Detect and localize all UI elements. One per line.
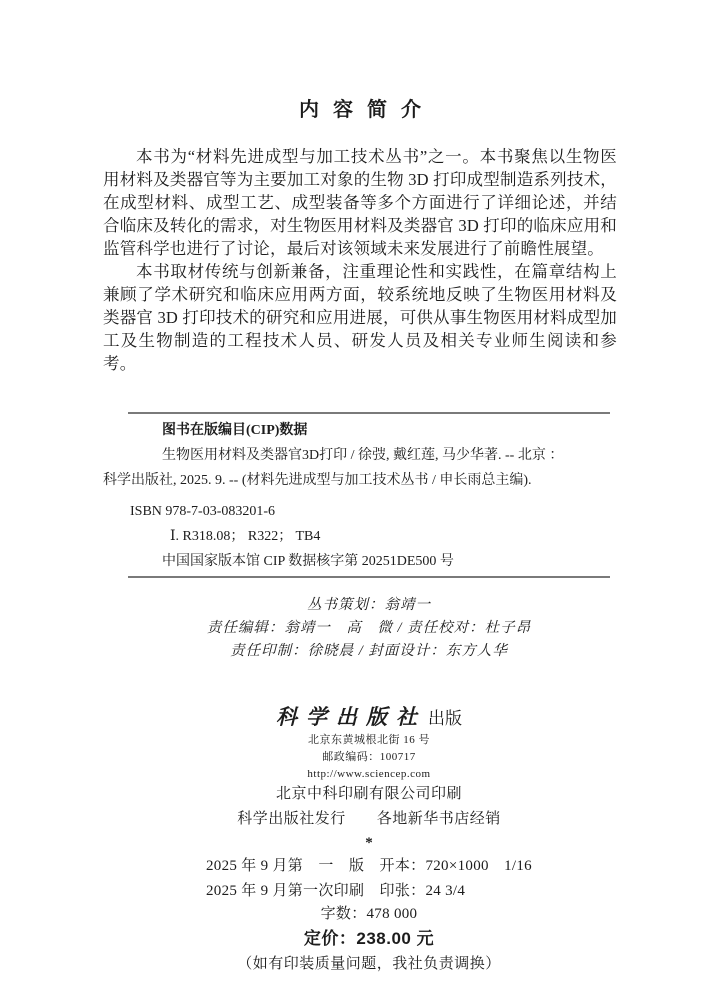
colophon <box>112 705 626 975</box>
publisher-suffix: 出版 <box>428 709 462 728</box>
series-planner-credit: 丛书策划：翁靖一 <box>307 597 431 613</box>
printing-cover-credit: 责任印制：徐晓晨 / 封面设计：东方人华 <box>230 643 508 659</box>
isbn-number: ISBN 978-7-03-083201-6 <box>130 504 276 519</box>
cip-data-block <box>103 418 617 574</box>
cip-record-number: 中国国家版本馆 CIP 数据核字第 20251DE500 号 <box>162 554 454 569</box>
intro-paragraph-1: 本书为“材料先进成型与加工技术丛书”之一。本书聚焦以生物医用材料及类器官等为主要加工对象的生物 3D 打印成型制造系列技术，在成型材料、成型工艺、成型装备等多个方面进行了详细论述，并结合临床及转化的需求，对生物医用材料及类器官 3D 打印的临床应用和监管科学也进行了讨论，最后对该领域未来发展进行了前瞻性展望。 <box>103 147 617 258</box>
publisher-address: 北京东黄城根北街 16 号 <box>308 734 430 746</box>
quality-notice: （如有印装质量问题，我社负责调换） <box>237 956 501 972</box>
cip-entry-line-1: 生物医用材料及类器官3D打印 / 徐弢, 戴红莲, 马少华著. -- 北京 ： <box>162 448 564 463</box>
intro-paragraph-2: 本书取材传统与创新兼备，注重理论性和实践性，在篇章结构上兼顾了学术研究和临床应用两方面，较系统地反映了生物医用材料及类器官 3D 打印技术的研究和应用进展，可供从事生物医用材料成型加工及生物制造的工程技术人员、研发人员及相关专业师生阅读和参考。 <box>103 262 617 373</box>
publisher-website: http://www.sciencep.com <box>307 768 431 780</box>
edition-printing-block <box>206 854 532 904</box>
content-introduction <box>103 145 617 375</box>
cip-classification: Ⅰ. R318.08； R322； TB4 <box>170 529 321 544</box>
word-count: 字数：478 000 <box>320 906 418 922</box>
publisher-line <box>112 705 626 732</box>
printer-info: 北京中科印刷有限公司印刷 <box>275 786 462 802</box>
content-area <box>103 0 617 975</box>
distribution-info: 科学出版社发行 各地新华书店经销 <box>237 811 501 827</box>
cip-top-rule <box>128 412 610 414</box>
cip-bottom-rule <box>128 576 610 578</box>
star-divider: * <box>365 835 373 851</box>
cip-heading: 图书在版编目(CIP)数据 <box>162 423 308 438</box>
publisher-postcode: 邮政编码：100717 <box>322 751 416 763</box>
printing-info: 2025 年 9 月第一次印刷 印张：24 3/4 <box>206 883 466 899</box>
editorial-credits <box>112 594 626 663</box>
price: 定价：238.00 元 <box>303 929 435 948</box>
editor-proofreader-credit: 责任编辑：翁靖一 高 微 / 责任校对：杜子昂 <box>206 620 532 636</box>
edition-info: 2025 年 9 月第 一 版 开本：720×1000 1/16 <box>206 858 532 874</box>
science-press-logo: 科学出版社 <box>276 705 426 729</box>
cip-entry-line-2: 科学出版社, 2025. 9. -- (材料先进成型与加工技术丛书 / 申长雨总主编). <box>103 473 532 488</box>
page-title: 内容简介 <box>299 99 435 121</box>
